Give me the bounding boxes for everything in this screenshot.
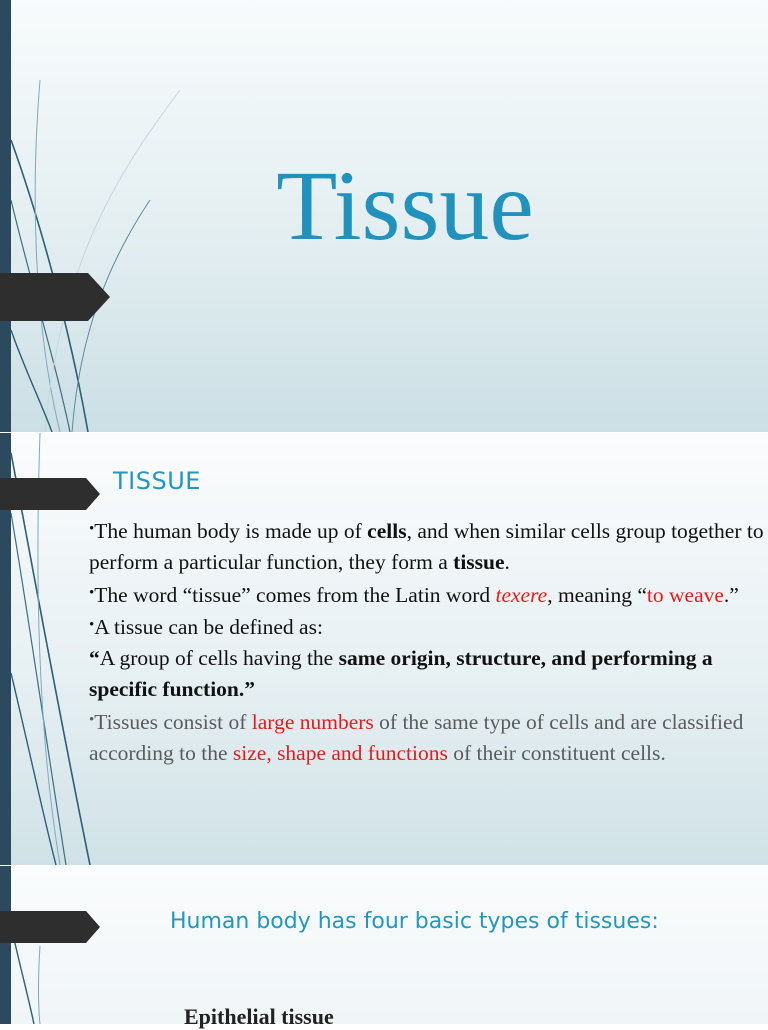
slide-body (89, 514, 768, 768)
slide-title-text: Tissue (276, 150, 534, 261)
arrow-tab-shape (0, 478, 100, 510)
slide-title (0, 0, 768, 432)
slide-divider (0, 865, 768, 866)
slide-tissue-types (0, 866, 768, 1024)
paragraph-5: •Tissues consist of large numbers of the same type of cells and are classified according to the size, shape and functions of their constituent cells. (89, 709, 744, 765)
paragraph-1: •The human body is made up of cells, and when similar cells group together to perform a particular function, they form a tissue. (89, 519, 764, 574)
arrow-tab-shape (0, 911, 100, 943)
slide-heading: Human body has four basic types of tissues: (170, 909, 659, 934)
bullet-icon: • (89, 617, 95, 634)
bullet-icon: • (89, 521, 95, 537)
arrow-tab-shape (0, 273, 110, 321)
slide-divider (0, 432, 768, 433)
paragraph-3: •A tissue can be defined as: (89, 615, 323, 640)
slide-heading: TISSUE (113, 467, 201, 495)
decorative-curves (0, 866, 200, 1024)
paragraph-4: “A group of cells having the same origin, structure, and performing a specific function.” (89, 646, 713, 701)
paragraph-2: •The word “tissue” comes from the Latin word texere, meaning “to weave.” (89, 582, 739, 607)
bullet-icon: • (89, 711, 95, 728)
list-item: Epithelial tissue (184, 1004, 334, 1029)
bullet-icon: • (89, 584, 95, 601)
